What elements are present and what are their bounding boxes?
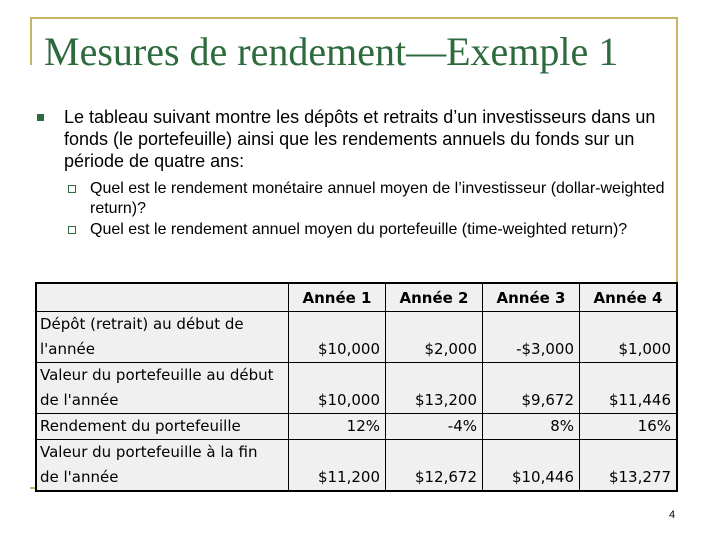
row-label-line: Dépôt (retrait) au début de <box>40 315 244 333</box>
slide-title: Mesures de rendement—Exemple 1 <box>44 29 619 74</box>
table-header-cell: Année 3 <box>483 283 580 312</box>
sub-bullet-1 <box>36 179 676 219</box>
row-label <box>36 414 289 440</box>
row-label-line: de l'année <box>40 468 119 486</box>
table-cell: $13,277 <box>580 440 678 492</box>
row-label <box>36 363 289 414</box>
frame-top-line <box>30 17 678 19</box>
table-header-cell <box>36 283 289 312</box>
row-label <box>36 312 289 363</box>
table-cell: 16% <box>580 414 678 440</box>
table-header-row <box>36 283 677 312</box>
row-label-line: l'année <box>40 340 95 358</box>
hollow-square-bullet-icon <box>68 226 76 234</box>
table-header-cell: Année 4 <box>580 283 678 312</box>
table-row <box>36 440 677 492</box>
table-row <box>36 363 677 414</box>
bullet-list <box>36 106 676 241</box>
table-header-cell: Année 1 <box>289 283 386 312</box>
hollow-square-bullet-icon <box>68 185 76 193</box>
table-cell: $10,000 <box>289 312 386 363</box>
row-label-line: Valeur du portefeuille au début <box>40 366 274 384</box>
table-cell: $10,000 <box>289 363 386 414</box>
sub-bullet-1-text: Quel est le rendement monétaire annuel moyen de l’investisseur (dollar-weighted return)? <box>90 180 665 217</box>
bullet-main <box>36 106 676 172</box>
bullet-main-text: Le tableau suivant montre les dépôts et retraits d’un investisseurs dans un fonds (le portefeuille) ainsi que les rendements annuels du fonds sur un période de quatre ans: <box>64 107 656 171</box>
table-container <box>35 282 678 492</box>
square-bullet-icon <box>37 114 44 121</box>
table-cell: $10,446 <box>483 440 580 492</box>
table-cell: -$3,000 <box>483 312 580 363</box>
row-label-line: Rendement du portefeuille <box>40 417 241 435</box>
sub-bullet-2-text: Quel est le rendement annuel moyen du portefeuille (time-weighted return)? <box>90 221 628 238</box>
table-cell: $1,000 <box>580 312 678 363</box>
table-cell: -4% <box>386 414 483 440</box>
row-label-line: de l'année <box>40 391 119 409</box>
table-cell: 8% <box>483 414 580 440</box>
table-cell: $11,200 <box>289 440 386 492</box>
table-cell: $2,000 <box>386 312 483 363</box>
table-row <box>36 414 677 440</box>
table-cell: $13,200 <box>386 363 483 414</box>
table-cell: $9,672 <box>483 363 580 414</box>
row-label-line: Valeur du portefeuille à la fin <box>40 443 258 461</box>
page-number: 4 <box>669 509 676 521</box>
sub-bullet-2 <box>36 220 676 240</box>
sub-bullet-list <box>36 179 676 240</box>
frame-left-line <box>30 17 32 65</box>
returns-table <box>35 282 678 492</box>
row-label <box>36 440 289 492</box>
table-cell: $12,672 <box>386 440 483 492</box>
table-row <box>36 312 677 363</box>
table-header-cell: Année 2 <box>386 283 483 312</box>
table-cell: 12% <box>289 414 386 440</box>
table-cell: $11,446 <box>580 363 678 414</box>
